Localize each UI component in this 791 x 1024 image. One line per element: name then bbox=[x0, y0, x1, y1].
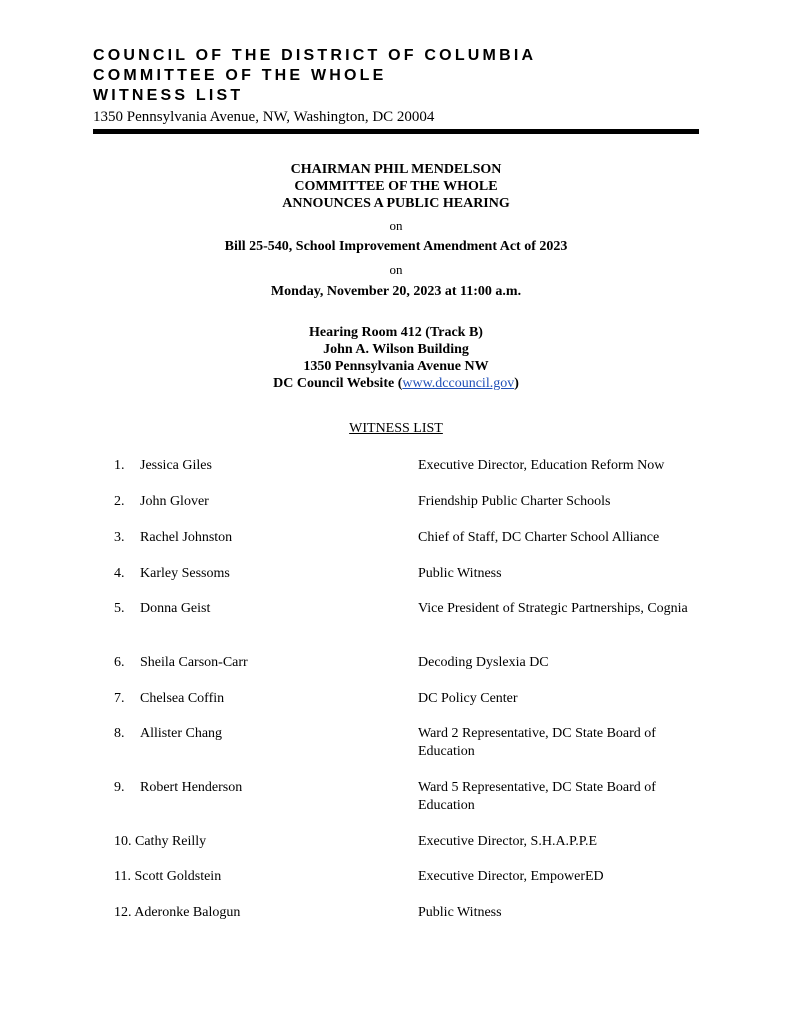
org-name-line3: WITNESS LIST bbox=[93, 87, 244, 104]
hearing-date: Monday, November 20, 2023 at 11:00 a.m. bbox=[270, 284, 522, 299]
street-address: 1350 Pennsylvania Avenue NW bbox=[303, 359, 489, 374]
witness-affiliation: Executive Director, S.H.A.P.P.E bbox=[418, 834, 598, 849]
document-header bbox=[93, 46, 536, 127]
witness-name: Chelsea Coffin bbox=[140, 691, 225, 706]
witness-affiliation: Ward 2 Representative, DC State Board of Education bbox=[418, 726, 656, 759]
witness-number: 7. bbox=[114, 691, 125, 706]
witness-number: 5. bbox=[114, 601, 125, 616]
witness-affiliation: Chief of Staff, DC Charter School Alliance bbox=[418, 530, 660, 545]
hearing-announcement bbox=[93, 161, 699, 212]
org-name-line2: COMMITTEE OF THE WHOLE bbox=[93, 67, 387, 84]
witness-name: Allister Chang bbox=[140, 726, 223, 741]
witness-number: 8. bbox=[114, 726, 125, 741]
witness-name: 12. Aderonke Balogun bbox=[114, 905, 241, 920]
witness-name: 10. Cathy Reilly bbox=[114, 834, 207, 849]
witness-number: 3. bbox=[114, 530, 125, 545]
witness-name: Karley Sessoms bbox=[140, 566, 230, 581]
witness-name: Sheila Carson-Carr bbox=[140, 655, 248, 670]
announcement-line2: COMMITTEE OF THE WHOLE bbox=[294, 179, 498, 194]
org-address: 1350 Pennsylvania Avenue, NW, Washington, DC 20004 bbox=[93, 109, 435, 125]
on-connector-2: on bbox=[389, 262, 403, 277]
on-connector-1: on bbox=[389, 218, 403, 233]
witness-affiliation: Executive Director, Education Reform Now bbox=[418, 458, 665, 473]
announcement-line1: CHAIRMAN PHIL MENDELSON bbox=[290, 162, 502, 177]
witness-affiliation: Public Witness bbox=[418, 905, 502, 920]
witness-affiliation: Executive Director, EmpowerED bbox=[418, 869, 604, 884]
witness-name: Donna Geist bbox=[140, 601, 211, 616]
witness-number: 4. bbox=[114, 566, 125, 581]
witness-name: John Glover bbox=[140, 494, 209, 509]
website-close-paren: ) bbox=[514, 376, 519, 391]
witness-affiliation: Vice President of Strategic Partnerships, Cognia bbox=[418, 601, 688, 616]
witness-name: Rachel Johnston bbox=[140, 530, 233, 545]
website-link[interactable]: www.dccouncil.gov bbox=[402, 376, 515, 391]
building-name: John A. Wilson Building bbox=[323, 342, 469, 357]
witness-name: Jessica Giles bbox=[140, 458, 212, 473]
header-divider bbox=[93, 129, 699, 134]
witness-affiliation: DC Policy Center bbox=[418, 691, 518, 706]
bill-title: Bill 25-540, School Improvement Amendment Act of 2023 bbox=[224, 239, 568, 254]
org-name-line1: COUNCIL OF THE DISTRICT OF COLUMBIA bbox=[93, 47, 537, 64]
witness-affiliation: Friendship Public Charter Schools bbox=[418, 494, 611, 509]
witness-number: 9. bbox=[114, 780, 125, 795]
witness-affiliation: Ward 5 Representative, DC State Board of Education bbox=[418, 780, 656, 813]
hearing-room: Hearing Room 412 (Track B) bbox=[309, 325, 483, 340]
website-label: DC Council Website ( bbox=[273, 376, 403, 391]
witness-number: 2. bbox=[114, 494, 125, 509]
announcement-line3: ANNOUNCES A PUBLIC HEARING bbox=[282, 196, 510, 211]
witness-number: 6. bbox=[114, 655, 125, 670]
witness-affiliation: Decoding Dyslexia DC bbox=[418, 655, 549, 670]
witness-list-title: WITNESS LIST bbox=[349, 421, 443, 436]
website-line bbox=[93, 375, 699, 392]
witness-affiliation: Public Witness bbox=[418, 566, 502, 581]
witness-name: 11. Scott Goldstein bbox=[114, 869, 222, 884]
witness-name: Robert Henderson bbox=[140, 780, 243, 795]
witness-number: 1. bbox=[114, 458, 125, 473]
hearing-venue bbox=[93, 324, 699, 392]
